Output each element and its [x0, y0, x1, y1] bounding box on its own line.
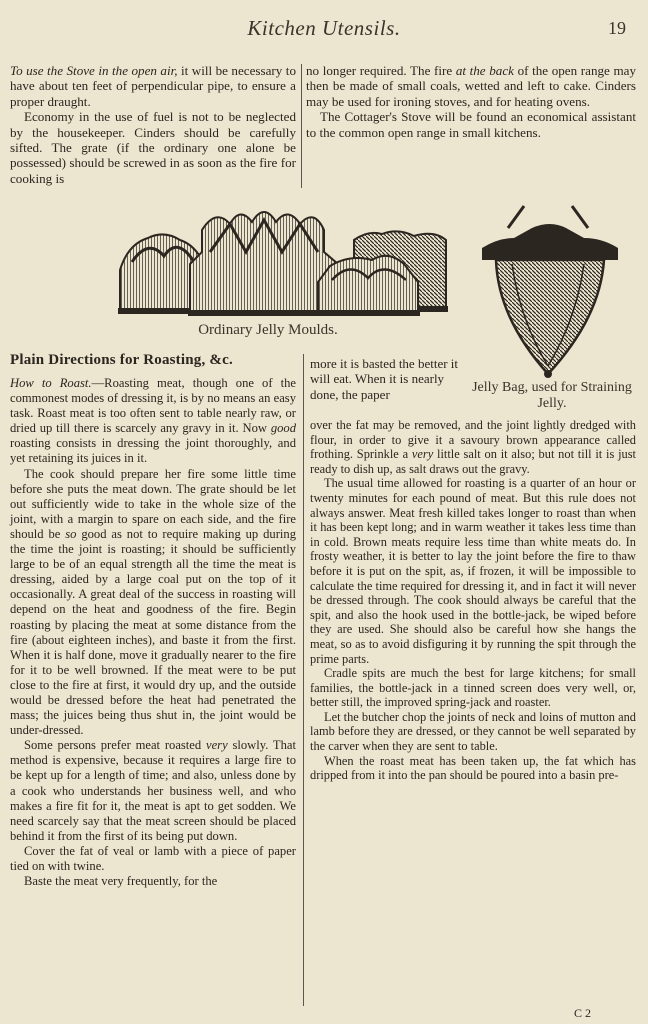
fire-paragraph: no longer required. The fire at the back of the open range may then be made of small coals, wetted and left to cake. Cinders may be used for ironing stoves, and for heating ovens.: [306, 63, 637, 109]
stove-text: it will be necessary to have about ten feet of perpendicular pipe, to ensure a proper draught.: [10, 63, 296, 109]
jelly-moulds-caption: Ordinary Jelly Moulds.: [198, 322, 338, 338]
timing-paragraph: The usual time allowed for roasting is a quarter of an hour or twenty minutes for each pound of meat. But this rule does not always answer. Meat fresh killed takes longer to roast than when it has been kept long; and in warm weather it takes less time than in cold. Brown meats require less time than white meats do. In frosty weather, it is better to lay the joint before the fire to thaw before it is put on the spit, as, if frozen, it will be impossible to calculate the time required for dressing it, and in fact it will never be dressed through. The cook should always be careful that the spit, and also the hook used in the bottle-jack, be wiped before they are used. She should also be careful how she hangs the meat, so as to avoid disfiguring it by running the spit through the prime parts.: [310, 476, 636, 666]
signature-mark: C 2: [574, 1006, 592, 1020]
page-header: [0, 6, 648, 46]
jelly-bag-caption: Jelly Bag, used for Straining Jelly.: [472, 380, 632, 411]
economy-paragraph: Economy in the use of fuel is not to be neglected by the housekeeper. Cinders should be carefully sifted. The grate (if the ordinary one alone be possessed) should be screwed in as soon as the fire for cooking is: [10, 109, 296, 186]
frothing-paragraph: over the fat may be removed, and the joint lightly dredged with flour, in order to give it a savoury brown appearance called frothing. Sprinkle a very little salt on it also; but not till it is just ready to dish up, as salt draws out the gravy.: [310, 418, 637, 476]
jelly-moulds-illustration: [118, 200, 448, 318]
column-divider-top: [301, 64, 302, 188]
column-divider-bottom: [303, 354, 304, 1006]
butcher-paragraph: Let the butcher chop the joints of neck and loins of mutton and lamb before they are dressed, or they cannot be well separated by the carver when they are sent to table.: [310, 709, 636, 754]
page-number: 19: [608, 18, 626, 38]
running-title: Kitchen Utensils.: [247, 16, 401, 40]
slow-roast-paragraph: Some persons prefer meat roasted very slowly. That method is expensive, because it requires a large fire to be kept up for a length of time; and also, unless done by a cook who understands her business well, and who makes a fire fit for it, the meat is apt to get sodden. We need scarcely say that the meat screen should be placed behind it from the first of its being put down.: [10, 738, 296, 843]
cradle-spit-paragraph: Cradle spits are much the best for large kitchens; for small families, the bottle-jack in a tinned screen does very well, or, better still, the improved spring-jack and roaster.: [310, 666, 636, 710]
bottom-right-column: [310, 418, 636, 783]
top-right-column: [306, 63, 636, 140]
bottom-left-column: [10, 376, 296, 889]
cottager-paragraph: The Cottager's Stove will be found an economical assistant to the common open range in small kitchens.: [306, 109, 636, 140]
dripping-paragraph: When the roast meat has been taken up, the fat which has dripped from it into the pan should be poured into a basin pre-: [310, 753, 636, 783]
mould-right-front: [316, 256, 420, 316]
stove-lead: To use the Stove in the open air,: [10, 63, 178, 78]
stove-paragraph: [10, 63, 296, 109]
bottom-right-narrow-text: more it is basted the better it will eat. When it is nearly done, the paper: [310, 356, 459, 402]
how-to-roast-paragraph: How to Roast.—Roasting meat, though one of the commonest modes of dressing it, is by no means an easy task. Roast meat is too often sent to table nearly raw, or dried up till there is scarcely any gravy in it. Now good roasting consists in dressing the joint thoroughly, and yet retaining its juices in it.: [10, 376, 296, 466]
baste-paragraph: Baste the meat very frequently, for the: [24, 874, 218, 889]
cover-fat-paragraph: Cover the fat of veal or lamb with a piece of paper tied on with twine.: [10, 843, 296, 873]
fire-prep-paragraph: The cook should prepare her fire some little time before she puts the meat down. The grate should be let out sufficiently wide to take in the whole size of the joint, with a margin to spare on each side, and the fire should be so good as not to require making up during the time the joint is roasting; it should be sufficiently large to be of an equal strength all the time the meat is dressing, aided by a large coal put on the top of it occasionally. A great deal of the success in roasting will depend on the heat and goodness of the fire. Begin roasting by placing the meat at some distance from the fire (about eighteen inches), and baste it from the first. When it is half done, move it gradually nearer to the fire for it to be well browned. If the meat were to be put close to the fire at first, it would dry up, and the outside would be dressed before the heat had penetrated the mass; the juices being thus shut in, the joint would be under-dressed.: [10, 466, 296, 738]
top-left-column: [10, 63, 296, 186]
jelly-bag-illustration: [468, 198, 630, 386]
section-heading: Plain Directions for Roasting, &c.: [10, 352, 233, 368]
